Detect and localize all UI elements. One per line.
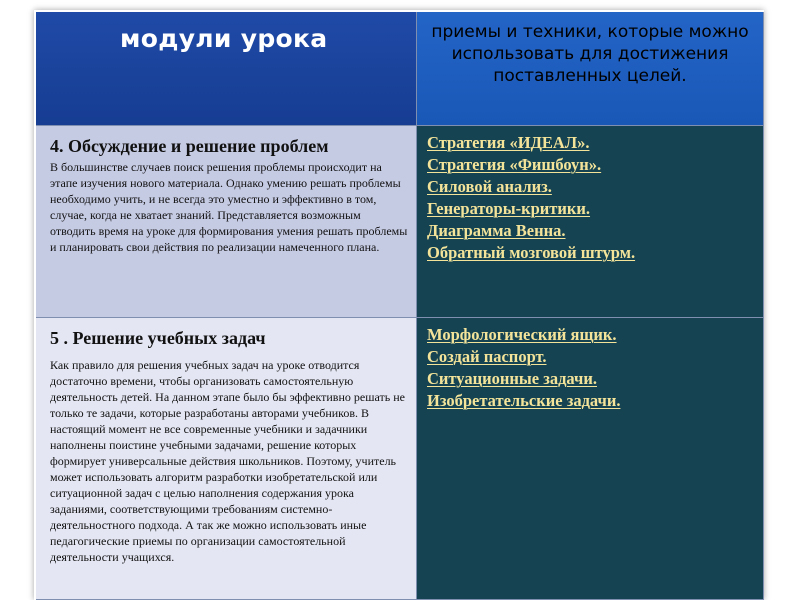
header-modules-title: модули урока xyxy=(120,24,328,53)
module-4-techniques-cell xyxy=(417,126,764,318)
technique-link[interactable]: Создай паспорт. xyxy=(427,347,547,366)
module-5-text: Как правило для решения учебных задач на уроке отводится достаточно времени, чтобы организовать самостоятельную деятельность детей. На данном этапе было бы эффективно решать не только те задачи, которые разработаны авторами учебников. В настоящий момент не все современные учебники и задачники наполнены поистине учебными задачами, решение которых формирует универсальные действия школьников. Поэтому, учитель может использовать алгоритм разработки изобретательской или ситуационной задач с целью наполнения содержания урока заданиями, соответствующими требованиям системно-деятельностного подхода. А так же можно использовать иные педагогические приемы по организации самостоятельной деятельности учащихся. xyxy=(50,358,405,564)
technique-link[interactable]: Изобретательские задачи. xyxy=(427,391,621,410)
module-5-cell xyxy=(36,318,417,600)
header-modules-cell xyxy=(36,12,417,126)
lesson-modules-table xyxy=(36,12,764,600)
technique-link[interactable]: Обратный мозговой штурм. xyxy=(427,243,636,262)
technique-link[interactable]: Силовой анализ. xyxy=(427,177,552,196)
module-4-title: 4. Обсуждение и решение проблем xyxy=(50,136,329,156)
module-5-title: 5 . Решение учебных задач xyxy=(50,328,266,348)
technique-link[interactable]: Диаграмма Венна. xyxy=(427,221,566,240)
technique-link[interactable]: Морфологический ящик. xyxy=(427,325,617,344)
technique-link[interactable]: Стратегия «Фишбоун». xyxy=(427,155,602,174)
header-techniques-title: приемы и техники, которые можно использовать для достижения поставленных целей. xyxy=(431,22,749,86)
module-5-techniques-cell xyxy=(417,318,764,600)
header-techniques-cell xyxy=(417,12,764,126)
technique-link[interactable]: Ситуационные задачи. xyxy=(427,369,597,388)
technique-link[interactable]: Стратегия «ИДЕАЛ». xyxy=(427,133,590,152)
module-4-text: В большинстве случаев поиск решения проблемы происходит на этапе изучения нового материала. Однако умению решать проблемы необходимо учить, и не всегда это уместно и эффективно в том, случае, когда не хватает знаний. Представляется возможным отводить время на уроке для формирования умения решать проблемы и планировать свои действия по реализации намеченного плана. xyxy=(50,160,408,254)
technique-link[interactable]: Генераторы-критики. xyxy=(427,199,591,218)
module-4-cell xyxy=(36,126,417,318)
